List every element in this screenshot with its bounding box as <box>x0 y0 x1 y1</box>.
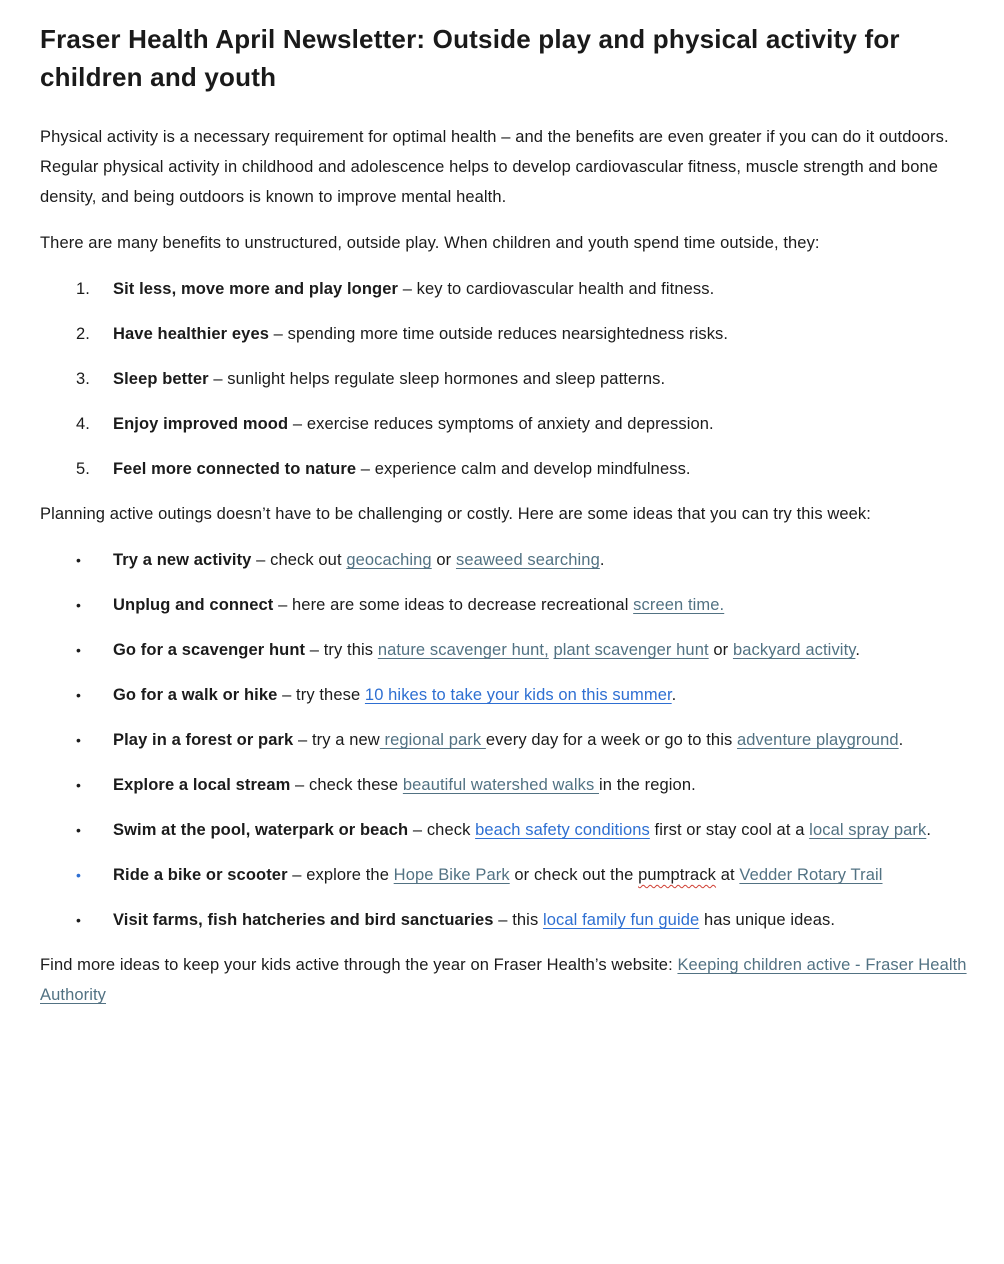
intro-line-1: Physical activity is a necessary requirement for optimal health – and the benefits are even greater if you can do it outdoors. <box>40 128 949 146</box>
list-number: 1. <box>76 280 90 298</box>
bold-lead-text: Play in a forest or park <box>113 731 294 749</box>
text-run: – explore the <box>287 866 394 884</box>
text-run: – key to cardiovascular health and fitness. <box>398 280 715 298</box>
list-number: 4. <box>76 415 90 433</box>
benefit-item-text <box>113 364 970 394</box>
bullet-icon-blue: • <box>76 867 82 883</box>
text-link[interactable]: nature scavenger hunt, <box>377 641 549 659</box>
idea-item <box>40 635 970 665</box>
benefit-item <box>40 364 970 394</box>
benefit-item <box>40 274 970 304</box>
bold-lead-text: Sit less, move more and play longer <box>113 280 399 298</box>
text-run: – try these <box>277 686 365 704</box>
text-run: – check <box>408 821 476 839</box>
text-link[interactable]: Vedder Rotary Trail <box>739 866 883 884</box>
bullet-icon: • <box>76 777 82 793</box>
text-run: or <box>431 551 456 569</box>
text-run: or check out the <box>509 866 639 884</box>
text-link[interactable]: local spray park <box>809 821 927 839</box>
bold-lead-text: Sleep better <box>113 370 209 388</box>
idea-item <box>40 725 970 755</box>
bullet-icon: • <box>76 597 82 613</box>
text-run: – exercise reduces symptoms of anxiety and depression. <box>288 415 714 433</box>
benefit-item-text <box>113 454 970 484</box>
bold-lead-text: Have healthier eyes <box>113 325 269 343</box>
benefits-numbered-list <box>40 274 970 484</box>
ideas-intro: Planning active outings doesn’t have to be challenging or costly. Here are some ideas that you can try this week: <box>40 505 871 523</box>
text-link[interactable]: backyard activity <box>732 641 856 659</box>
bullet-icon: • <box>76 732 82 748</box>
text-run: every day for a week or go to this <box>485 731 737 749</box>
text-run: – try a new <box>293 731 380 749</box>
text-link[interactable]: beach safety conditions <box>475 821 650 839</box>
bold-lead-text: Explore a local stream <box>113 776 291 794</box>
text-run: . <box>898 731 904 749</box>
text-run: – experience calm and develop mindfulness. <box>356 460 691 478</box>
benefit-item <box>40 454 970 484</box>
text-link[interactable]: regional park <box>379 731 486 749</box>
text-run: or <box>708 641 733 659</box>
text-run: . <box>926 821 932 839</box>
text-link[interactable]: Keeping children active - Fraser Health Authority <box>40 956 967 1004</box>
benefit-item <box>40 319 970 349</box>
text-run: in the region. <box>598 776 696 794</box>
idea-item <box>40 815 970 845</box>
text-link[interactable]: plant scavenger hunt <box>553 641 709 659</box>
idea-item <box>40 770 970 800</box>
text-run: . <box>855 641 861 659</box>
misspelled-word: pumptrack <box>638 866 717 884</box>
idea-item-text <box>113 860 970 890</box>
list-number: 2. <box>76 325 90 343</box>
text-link[interactable]: adventure playground <box>737 731 899 749</box>
bold-lead-text: Go for a walk or hike <box>113 686 278 704</box>
text-run: – this <box>493 911 543 929</box>
text-run: at <box>716 866 740 884</box>
text-link[interactable]: seaweed searching <box>455 551 600 569</box>
idea-item-text <box>113 815 970 845</box>
bullet-icon: • <box>76 687 82 703</box>
bullet-icon: • <box>76 912 82 928</box>
idea-item <box>40 905 970 935</box>
idea-item-text <box>113 905 970 935</box>
text-link[interactable]: 10 hikes to take your kids on this summer <box>364 686 672 704</box>
bold-lead-text: Feel more connected to nature <box>113 460 357 478</box>
bold-lead-text: Visit farms, fish hatcheries and bird sanctuaries <box>113 911 494 929</box>
bold-lead-text: Enjoy improved mood <box>113 415 289 433</box>
text-link[interactable]: Hope Bike Park <box>393 866 510 884</box>
list-number: 5. <box>76 460 90 478</box>
bold-lead-text: Ride a bike or scooter <box>113 866 288 884</box>
list-number: 3. <box>76 370 90 388</box>
text-link[interactable]: local family fun guide <box>542 911 700 929</box>
ideas-bullet-list <box>40 545 970 935</box>
text-link[interactable]: beautiful watershed walks <box>402 776 599 794</box>
text-link[interactable]: geocaching <box>346 551 432 569</box>
bullet-icon: • <box>76 822 82 838</box>
idea-item <box>40 590 970 620</box>
bullet-icon: • <box>76 552 82 568</box>
benefits-intro: There are many benefits to unstructured, outside play. When children and youth spend time outside, they: <box>40 234 820 252</box>
text-run: – spending more time outside reduces nearsightedness risks. <box>269 325 729 343</box>
idea-item-text <box>113 590 970 620</box>
bullet-icon: • <box>76 642 82 658</box>
bold-lead-text: Unplug and connect <box>113 596 274 614</box>
text-run: – sunlight helps regulate sleep hormones and sleep patterns. <box>208 370 666 388</box>
page-title: Fraser Health April Newsletter: Outside play and physical activity for children and youth <box>40 24 900 92</box>
benefit-item-text <box>113 409 970 439</box>
text-run: first or stay cool at a <box>649 821 810 839</box>
text-run: has unique ideas. <box>699 911 836 929</box>
closing-paragraph <box>40 950 970 1010</box>
benefit-item-text <box>113 274 970 304</box>
bold-lead-text: Swim at the pool, waterpark or beach <box>113 821 409 839</box>
benefit-item-text <box>113 319 970 349</box>
text-run: . <box>599 551 605 569</box>
idea-item <box>40 545 970 575</box>
text-run: – here are some ideas to decrease recreational <box>273 596 634 614</box>
idea-item-text <box>113 680 970 710</box>
text-run: – check these <box>290 776 403 794</box>
text-run: Find more ideas to keep your kids active through the year on Fraser Health’s website: <box>40 956 678 974</box>
idea-item <box>40 860 970 890</box>
idea-item-text <box>113 545 970 575</box>
benefit-item <box>40 409 970 439</box>
text-run: – check out <box>251 551 347 569</box>
bold-lead-text: Go for a scavenger hunt <box>113 641 306 659</box>
idea-item-text <box>113 725 970 755</box>
text-run: – try this <box>305 641 378 659</box>
idea-item-text <box>113 770 970 800</box>
intro-paragraph <box>40 122 970 212</box>
idea-item <box>40 680 970 710</box>
text-run: . <box>671 686 677 704</box>
bold-lead-text: Try a new activity <box>113 551 252 569</box>
idea-item-text <box>113 635 970 665</box>
text-link[interactable]: screen time. <box>633 596 725 614</box>
intro-line-2: Regular physical activity in childhood and adolescence helps to develop cardiovascular fitness, muscle strength and bone density, and being outdoors is known to improve mental health. <box>40 158 939 206</box>
